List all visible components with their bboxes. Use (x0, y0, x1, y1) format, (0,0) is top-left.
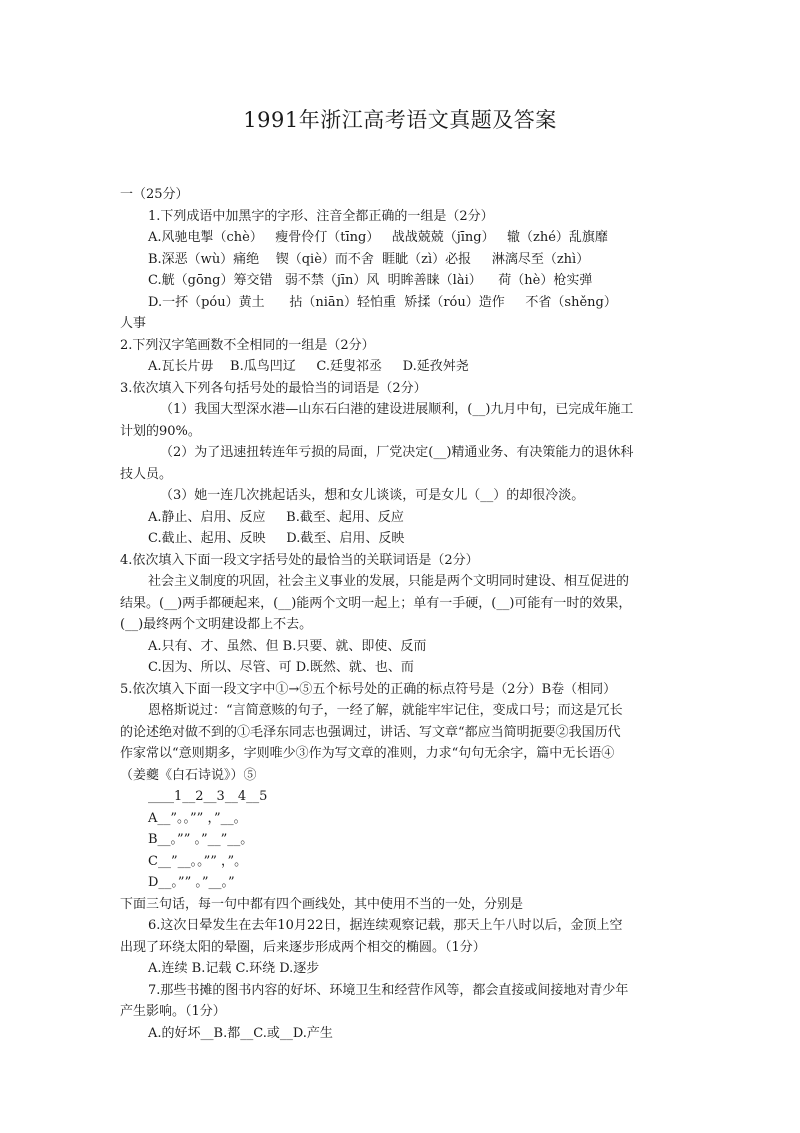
question-3-sentence-3: （3）她一连几次挑起话头，想和女儿谈谈，可是女儿（__）的却很冷淡。 (160, 488, 585, 503)
question-3-sentence-2: （2）为了迅速扭转连年亏损的局面，厂党决定(__)精通业务、有决策能力的退休科 (160, 445, 634, 460)
question-5-passage-line-4: （姜夔《白石诗说》）⑤ (120, 767, 257, 783)
question-4-passage-end: (__)最终两个文明建设都上不去。 (120, 617, 313, 632)
question-5-passage-line-2: 的论述绝对做不到的①毛泽东同志也强调过，讲话、写文章“都应当简明扼要②我国历代 (120, 724, 621, 740)
question-7-stem-continued: 产生影响。（1分） (120, 1004, 226, 1019)
question-4-stem: 4.依次填入下面一段文字括号处的最恰当的关联词语是（2分） (120, 552, 479, 568)
document-body (120, 184, 690, 1044)
question-3-sentence-1: （1）我国大型深水港—山东石臼港的建设进展顺利，(__)九月中旬，已完成年施工 (160, 402, 634, 417)
question-1-option-b: B.深恶（wù）痛绝 锲（qiè）而不舍 睚眦（zì）必报 淋漓尽至（zhì） (148, 251, 590, 267)
question-4-passage-continued: 结果。(__)两手都硬起来，(__)能两个文明一起上；单有一手硬，(__)可能有一时的效果， (120, 595, 632, 611)
question-2-options: A.瓦长片毋 B.瓜鸟凹辽 C.廷叟祁丞 D.延孜舛尧 (148, 359, 469, 374)
question-1-option-a: A.风驰电掣（chè） 瘦骨伶仃（tīng） 战战兢兢（jīng） 辙（zhé）乱旗靡 (148, 230, 608, 245)
question-4-passage: 社会主义制度的巩固，社会主义事业的发展，只能是两个文明同时建设、相互促进的 (148, 574, 630, 589)
section-instruction: 下面三句话，每一句中都有四个画线处，其中使用不当的一处，分别是 (120, 896, 524, 912)
question-6-stem-continued: 出现了环绕太阳的晕圈，后来逐步形成两个相交的椭圆。（1分） (120, 939, 486, 955)
question-4-options-cd: C.因为、所以、尽管、可 D.既然、就、也、而 (148, 660, 414, 675)
question-7-options: A.的好坏__B.都__C.或__D.产生 (148, 1025, 333, 1041)
question-3-options-cd: C.截止、起用、反映 D.截至、启用、反映 (148, 531, 405, 546)
question-5-option-c: C__”__。。”” ，”。 (148, 853, 248, 869)
question-1-option-d-continued: 人事 (120, 316, 147, 331)
question-3-options-ab: A.静止、启用、反应 B.截至、起用、反应 (148, 509, 404, 525)
question-6-stem: 6.这次日晕发生在去年10月22日，据连续观察记载，那天上午八时以后，金顶上空 (148, 918, 623, 933)
page-title: 1991年浙江高考语文真题及答案 (243, 108, 557, 132)
question-1-option-c: C.觥（gōng）筹交错 弱不禁（jīn）风 明眸善睐（lài） 荷（hè）枪实弹 (148, 273, 593, 288)
question-6-options: A.连续 B.记载 C.环绕 D.逐步 (148, 961, 320, 976)
question-5-option-b: B__。”” 。”__”__。 (148, 832, 254, 847)
question-1-option-d: D.一抔（póu）黄土 拈（niān）轻怕重 矫揉（róu）造作 不省（shěng） (148, 294, 617, 310)
question-3-sentence-1-continued: 计划的90%。 (120, 423, 201, 439)
question-5-option-a: A__”。。”” ，”__。 (148, 810, 247, 826)
question-5-stem: 5.依次填入下面一段文字中①→⑤五个标号处的正确的标点符号是（2分）B卷（相同） (120, 681, 617, 697)
question-3-stem: 3.依次填入下列各句括号处的最恰当的词语是（2分） (120, 380, 427, 396)
question-3-sentence-2-continued: 技人员。 (120, 466, 173, 482)
question-5-passage: 恩格斯说过：“言简意赅的句子，一经了解，就能牢牢记住，变成口号；而这是冗长 (148, 703, 623, 718)
question-5-option-d: D__。”” 。”__。” (148, 875, 235, 890)
question-5-numbering: ____1__2__3__4__5 (148, 789, 268, 804)
question-4-options-ab: A.只有、才、虽然、但 B.只要、就、即使、反而 (148, 638, 427, 654)
question-5-passage-line-3: 作家常以“意则期多，字则唯少③作为写文章的准则，力求“句句无余字，篇中无长语④ (120, 746, 615, 761)
question-2-stem: 2.下列汉字笔画数不全相同的一组是（2分） (120, 337, 375, 353)
section-heading: 一（25分） (120, 187, 189, 202)
question-7-stem: 7.那些书摊的图书内容的好坏、环境卫生和经营作风等，都会直接或间接地对青少年 (148, 982, 629, 998)
question-1-stem: 1.下列成语中加黑字的字形、注音全都正确的一组是（2分） (148, 208, 494, 224)
